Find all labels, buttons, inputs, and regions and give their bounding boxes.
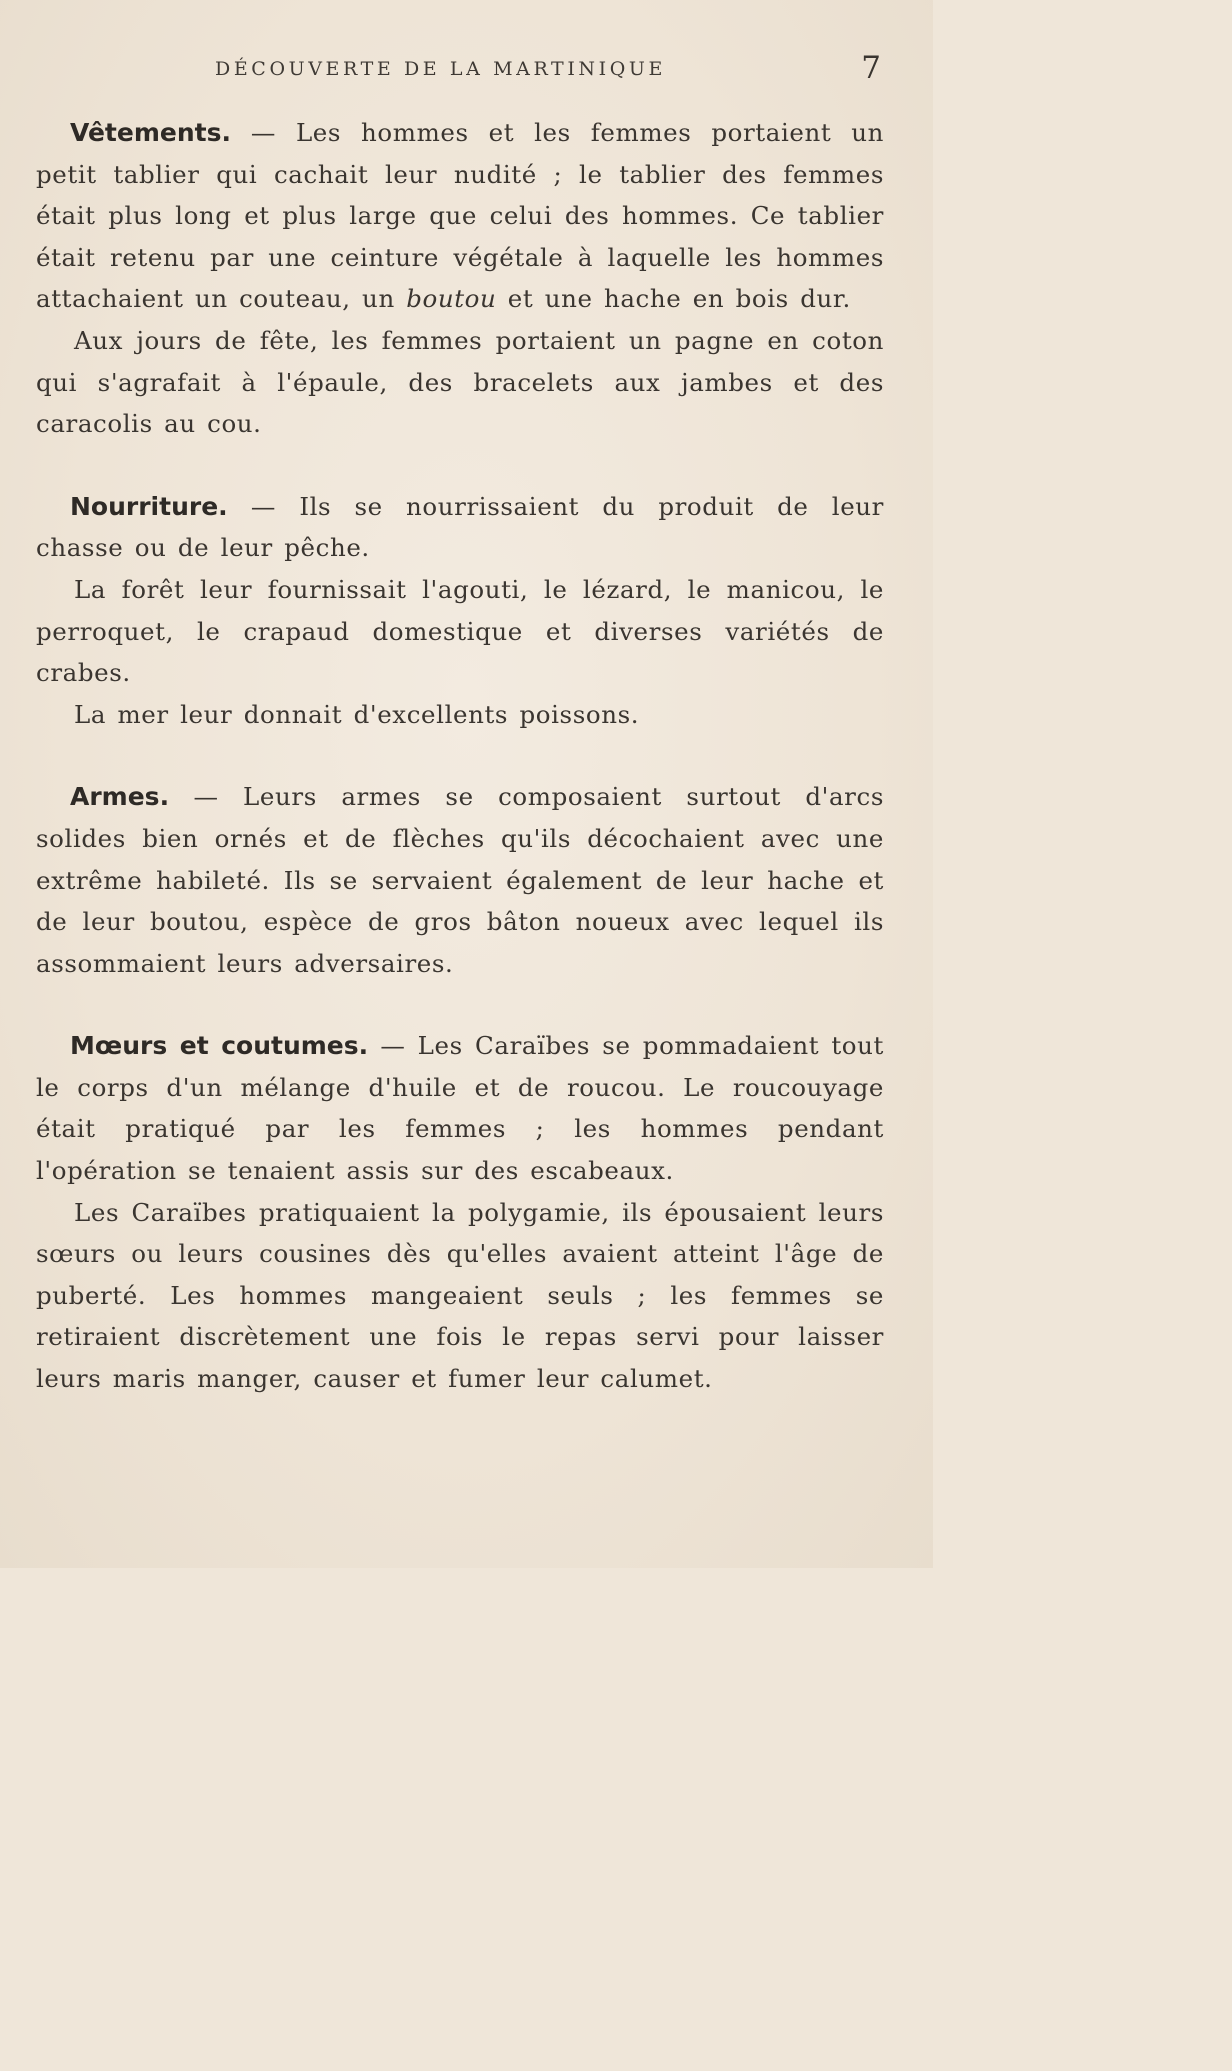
page-content	[36, 112, 884, 1400]
section-gap	[36, 735, 884, 776]
vetements-italic-word: boutou	[406, 284, 497, 314]
nourriture-text: — Ils se nourrissaient du produit de leur chasse ou de leur pêche.	[36, 491, 884, 563]
moeurs-paragraph	[36, 1025, 884, 1191]
section-gap	[36, 984, 884, 1025]
running-head	[0, 50, 933, 86]
armes-text: — Leurs armes se composaient surtout d'arcs solides bien ornés et de flèches qu'ils décochaient avec une extrême habileté. Ils se servaient également de leur hache et de leur boutou, espèce de gros bâton noueux avec lequel ils assommaient leurs adversaires.	[36, 782, 884, 978]
nourriture-heading: Nourriture.	[70, 491, 228, 521]
nourriture-paragraph	[36, 486, 884, 569]
vetements-text-end: et une hache en bois dur.	[496, 284, 851, 314]
moeurs-paragraph-2: Les Caraïbes pratiquaient la polygamie, ils épousaient leurs sœurs ou leurs cousines dès qu'elles avaient atteint l'âge de puberté. Les hommes mangeaient seuls ; les femmes se retiraient discrètement une fois le repas servi pour laisser leurs maris manger, causer et fumer leur calumet.	[36, 1197, 884, 1394]
nourriture-paragraph-3: La mer leur donnait d'excellents poissons.	[74, 699, 640, 729]
page-number: 7	[861, 50, 881, 86]
armes-paragraph	[36, 776, 884, 984]
section-gap	[36, 445, 884, 486]
armes-heading: Armes.	[70, 782, 170, 812]
vetements-heading: Vêtements.	[70, 118, 231, 147]
moeurs-heading: Mœurs et coutumes.	[70, 1031, 369, 1061]
vetements-text: — Les hommes et les femmes portaient un petit tablier qui cachait leur nudité ; le tablier des femmes était plus long et plus large que celui des hommes. Ce tablier était retenu par une ceinture végétale à laquelle les hommes attachaient un couteau, un	[36, 118, 884, 314]
moeurs-text: — Les Caraïbes se pommadaient tout le corps d'un mélange d'huile et de roucou. Le roucouyage était pratiqué par les femmes ; les hommes pendant l'opération se tenaient assis sur des escabeaux.	[36, 1031, 884, 1186]
vetements-paragraph-2: Aux jours de fête, les femmes portaient un pagne en coton qui s'agrafait à l'épaule, des bracelets aux jambes et des caracolis au cou.	[36, 325, 884, 439]
vetements-paragraph	[36, 112, 884, 320]
running-title: DÉCOUVERTE DE LA MARTINIQUE	[215, 58, 667, 80]
nourriture-paragraph-2: La forêt leur fournissait l'agouti, le lézard, le manicou, le perroquet, le crapaud domestique et diverses variétés de crabes.	[36, 574, 884, 688]
